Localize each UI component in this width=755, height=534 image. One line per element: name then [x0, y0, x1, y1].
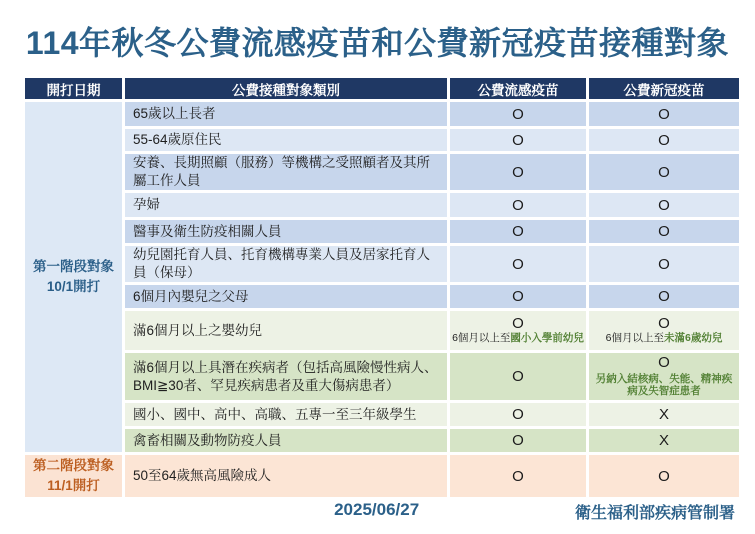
- row-flu-mark: O: [450, 285, 586, 308]
- row-covid-mark: O: [589, 154, 739, 190]
- row-covid-mark: O: [589, 246, 739, 282]
- row-covid-cell: [589, 311, 739, 350]
- row-covid-cell: [589, 353, 739, 400]
- row-category: 幼兒園托育人員、托育機構專業人員及居家托育人員（保母）: [125, 246, 447, 282]
- phase1-label-line1: 第一階段對象: [33, 258, 114, 274]
- row-covid-mark: O: [589, 102, 739, 126]
- row-category: 國小、國中、高中、高職、五專一至三年級學生: [125, 403, 447, 426]
- row-covid-mark: O: [589, 455, 739, 497]
- row-flu-mark: O: [450, 129, 586, 151]
- row-category: 滿6個月以上具潛在疾病者（包括高風險慢性病人、BMI≧30者、罕見疾病患者及重大傷病患者）: [125, 353, 447, 400]
- row-flu-mark: O: [450, 154, 586, 190]
- row-category: 65歲以上長者: [125, 102, 447, 126]
- row-covid-mark: X: [589, 403, 739, 426]
- row-flu-mark: O: [450, 403, 586, 426]
- phase2-label-line2: 11/1開打: [47, 478, 100, 493]
- phase2-label-line1: 第二階段對象: [33, 457, 114, 473]
- row-category: 50至64歲無高風險成人: [125, 455, 447, 497]
- header-covid: 公費新冠疫苗: [589, 78, 739, 99]
- footer-agency: 衛生福利部疾病管制署: [574, 505, 735, 522]
- vaccine-table: [25, 78, 739, 497]
- row-flu-mark: O: [450, 353, 586, 400]
- row-flu-mark: O: [450, 429, 586, 452]
- row-covid-mark: O: [589, 285, 739, 308]
- header-date: 開打日期: [25, 78, 122, 99]
- row-flu-mark: O: [450, 220, 586, 243]
- row-covid-mark: O: [589, 193, 739, 217]
- row-category: 安養、長期照顧（服務）等機構之受照顧者及其所屬工作人員: [125, 154, 447, 190]
- row-category: 滿6個月以上之嬰幼兒: [125, 311, 447, 350]
- row-flu-mark: O: [512, 314, 524, 332]
- row-covid-note: 另納入結核病、失能、精神疾病及失智症患者: [595, 372, 733, 398]
- row-covid-note: 6個月以上至未滿6歲幼兒: [605, 332, 723, 345]
- footer-date: 2025/06/27: [334, 500, 420, 519]
- row-covid-mark: O: [658, 314, 670, 332]
- row-flu-mark: O: [450, 455, 586, 497]
- row-covid-mark: O: [658, 354, 670, 372]
- row-category: 醫事及衛生防疫相關人員: [125, 220, 447, 243]
- row-flu-mark: O: [450, 102, 586, 126]
- header-flu: 公費流感疫苗: [450, 78, 586, 99]
- row-flu-note: 6個月以上至國小入學前幼兒: [452, 332, 584, 345]
- row-covid-mark: O: [589, 129, 739, 151]
- row-flu-cell: [450, 311, 586, 350]
- row-flu-mark: O: [450, 193, 586, 217]
- row-flu-mark: O: [450, 246, 586, 282]
- row-covid-mark: X: [589, 429, 739, 452]
- phase1-label: [25, 102, 122, 452]
- row-category: 禽畜相關及動物防疫人員: [125, 429, 447, 452]
- row-category: 55-64歲原住民: [125, 129, 447, 151]
- header-category: 公費接種對象類別: [125, 78, 447, 99]
- footer: [0, 500, 755, 526]
- row-category: 孕婦: [125, 193, 447, 217]
- row-category: 6個月內嬰兒之父母: [125, 285, 447, 308]
- phase1-label-line2: 10/1開打: [46, 279, 101, 294]
- row-covid-mark: O: [589, 220, 739, 243]
- page-title: 114年秋冬公費流感疫苗和公費新冠疫苗接種對象: [25, 25, 730, 61]
- phase2-label: [25, 455, 122, 497]
